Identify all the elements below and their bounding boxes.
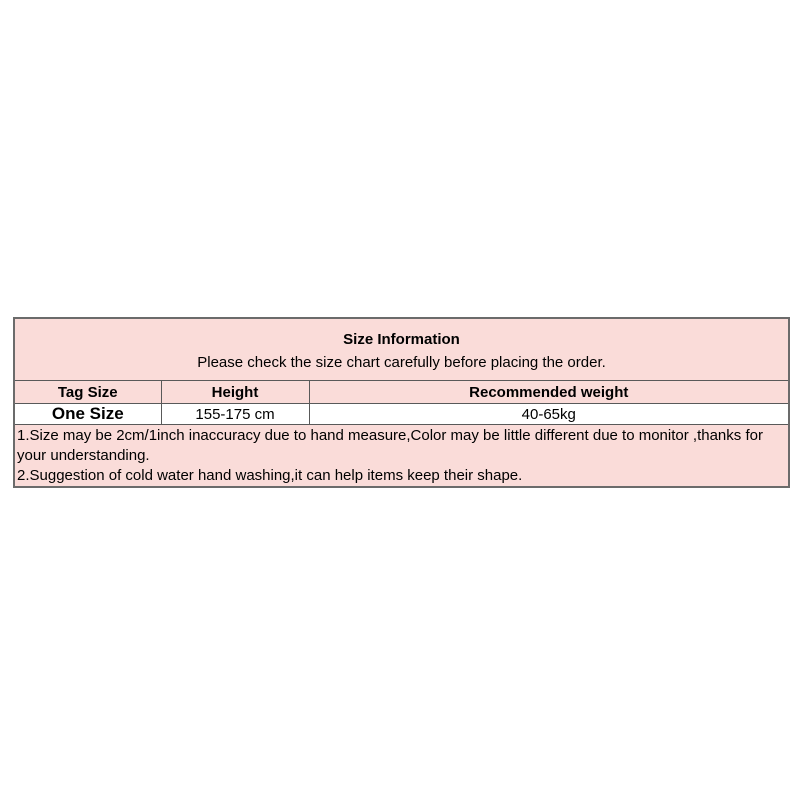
note-washing-suggestion: 2.Suggestion of cold water hand washing,it can help items keep their shape. <box>17 466 523 484</box>
table-row <box>14 404 789 425</box>
column-header-tag-size: Tag Size <box>14 381 161 404</box>
header-row <box>14 381 789 404</box>
cell-tag-size-value: One Size <box>14 404 161 425</box>
table-subtitle: Please check the size chart carefully before placing the order. <box>197 353 606 371</box>
notes-row <box>14 425 789 488</box>
title-row <box>14 318 789 381</box>
cell-height-value: 155-175 cm <box>161 404 309 425</box>
table-title: Size Information <box>343 330 460 348</box>
title-cell <box>14 318 789 381</box>
column-header-recommended-weight: Recommended weight <box>309 381 789 404</box>
column-header-height: Height <box>161 381 309 404</box>
size-information-table <box>13 317 790 488</box>
notes-cell <box>14 425 789 488</box>
cell-weight-value: 40-65kg <box>309 404 789 425</box>
note-measure-disclaimer: 1.Size may be 2cm/1inch inaccuracy due to hand measure,Color may be little different due to monitor ,thanks for your understanding. <box>17 426 763 464</box>
